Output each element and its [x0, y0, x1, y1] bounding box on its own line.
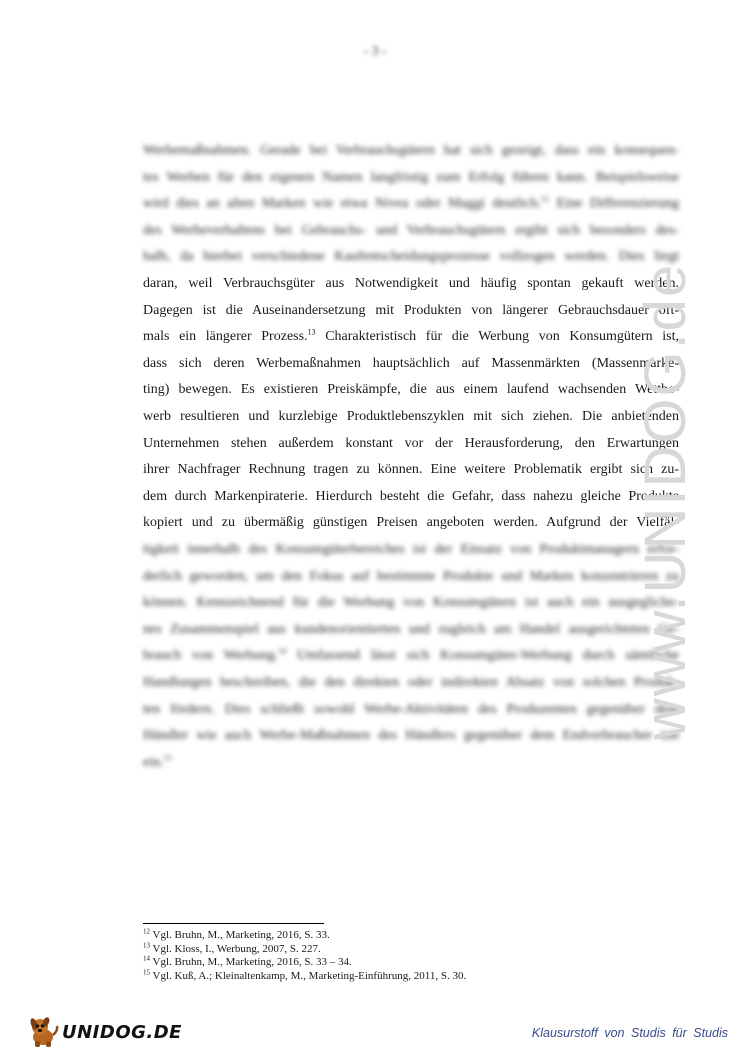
line-text: des Werbeverhaltens bei Gebrauchs- und Verbrauchsgütern ergibt sich besonders des-: [143, 222, 679, 238]
line-text: daran, weil Verbrauchsgüter aus Notwendigkeit und häufig spontan gekauft werden.: [143, 276, 679, 291]
line-text: halb, da hierbei verschiedene Kaufentscheidungsprozesse vollzogen werden. Dies liegt: [143, 249, 679, 265]
footnote-ref: 14: [278, 646, 287, 656]
text-line: [143, 723, 679, 749]
footnote-ref: 15: [163, 753, 172, 763]
line-text: derlich geworden, um den Fokus auf bestimmte Produkte und Marken konzentrieren zu: [143, 568, 679, 584]
line-text: Werbemaßnahmen. Gerade bei Verbrauchsgütern hat sich gezeigt, dass ein konsequen-: [143, 143, 679, 158]
line-text: Dagegen ist die Auseinandersetzung mit Produkten von längerer Gebrauchsdauer oft-: [143, 302, 679, 318]
text-line: [143, 244, 679, 270]
footnote-ref: 12: [541, 194, 550, 204]
footnote-text: Vgl. Kuß, A.; Kleinaltenkamp, M., Marketing-Einführung, 2011, S. 30.: [150, 969, 467, 982]
footnote-text: Vgl. Kloss, I., Werbung, 2007, S. 227.: [150, 942, 321, 955]
line-text: ten fördern. Dies schließt sowohl Werbe-Aktivitäten des Produzenten gegenüber dem: [143, 701, 679, 717]
text-line: [143, 218, 679, 244]
text-line: [143, 590, 679, 616]
logo-text: UNIDOG.DE: [62, 1021, 182, 1043]
text-line: [143, 750, 679, 776]
text-line: [143, 351, 679, 377]
footnote-number: 13: [143, 940, 150, 949]
text-line: [143, 484, 679, 510]
line-text: werb resultieren und kurzlebige Produktlebenszyklen mit sich ziehen. Die anbietenden: [143, 409, 679, 424]
footnotes: [143, 929, 466, 983]
text-line: [143, 457, 679, 483]
line-text: können. Kennzeichnend für die Werbung von Konsumgütern ist auch ein ausgegliche-: [143, 595, 679, 611]
line-text: nes Zusammenspiel aus kundenorientierten und zugleich am Handel ausgerichteten Ge-: [143, 621, 679, 637]
line-text: brauch von Werbung.: [143, 648, 279, 664]
footnote-text: Vgl. Bruhn, M., Marketing, 2016, S. 33 – 34.: [150, 956, 352, 968]
text-line: [143, 165, 679, 191]
text-line: [143, 271, 679, 297]
text-line: [143, 697, 679, 723]
footnote-ref: 13: [307, 327, 316, 337]
text-line: [143, 431, 679, 457]
line-text-continued: Umfassend lässt sich Konsumgüter-Werbung durch sämtliche: [286, 648, 679, 664]
footnote-rule: [143, 923, 324, 924]
line-text: dem durch Markenpiraterie. Hierdurch besteht die Gefahr, dass nahezu gleiche Produkte: [143, 488, 679, 504]
text-line: [143, 537, 679, 563]
dog-icon: [26, 1015, 60, 1049]
text-line: [143, 564, 679, 590]
text-line: [143, 324, 679, 350]
line-text-continued: Eine Differenzierung: [549, 196, 679, 212]
line-text: Handlungen beschreiben, die den direkten oder indirekten Absatz von solchen Produk-: [143, 675, 679, 690]
footnote-text: Vgl. Bruhn, M., Marketing, 2016, S. 33.: [150, 929, 330, 941]
line-text-continued: Charakteristisch für die Werbung von Konsumgütern ist,: [315, 329, 679, 345]
text-line: [143, 404, 679, 430]
footnote: [143, 956, 466, 970]
text-line: [143, 617, 679, 643]
text-line: [143, 298, 679, 324]
text-line: [143, 377, 679, 403]
footnote: [143, 967, 467, 984]
line-text: Händler wie auch Werbe-Maßnahmen des Händlers gegenüber dem Endverbraucher mit: [143, 728, 679, 744]
line-text: Unternehmen stehen außerdem konstant vor der Herausforderung, den Erwartungen: [143, 435, 679, 451]
footnote-number: 14: [143, 954, 150, 963]
text-line: [143, 643, 679, 669]
footnote: [143, 940, 466, 957]
footnote-number: 12: [143, 927, 150, 936]
page-number: - 3 -: [363, 44, 387, 59]
text-line: [143, 510, 679, 536]
line-text: tigkeit innerhalb des Konsumgüterbereiches ist der Einsatz von Produktmanagern erfor-: [143, 542, 679, 557]
line-text: mals ein längerer Prozess.: [143, 329, 308, 345]
watermark: www.UNIDOG.de: [633, 262, 698, 740]
unidog-logo[interactable]: [26, 1013, 182, 1051]
slogan: Klausurstoff von Studis für Studis: [531, 1026, 728, 1040]
line-text: wird dies an alten Marken wie etwa Nivea oder Maggi deutlich.: [143, 196, 542, 212]
line-text: ting) bewegen. Es existieren Preiskämpfe, die aus einem laufend wachsenden Wettbe-: [143, 382, 679, 398]
text-line: [143, 191, 679, 217]
line-text: dass sich deren Werbemaßnahmen hauptsächlich auf Massenmärkten (Massenmarke-: [143, 355, 679, 371]
line-text: ein.: [143, 754, 164, 770]
text-line: [143, 138, 679, 164]
footnote-number: 15: [143, 967, 150, 976]
line-text: ihrer Nachfrager Rechnung tragen zu können. Eine weitere Problematik ergibt sich zu-: [143, 462, 679, 478]
text-line: [143, 670, 679, 696]
line-text: tes Werben für den eigenen Namen langfristig zum Erfolg führen kann. Beispielsweise: [143, 169, 679, 185]
line-text: kopiert und zu übermäßig günstigen Preisen angeboten werden. Aufgrund der Vielfäl-: [143, 515, 679, 531]
footnote: [143, 929, 466, 943]
